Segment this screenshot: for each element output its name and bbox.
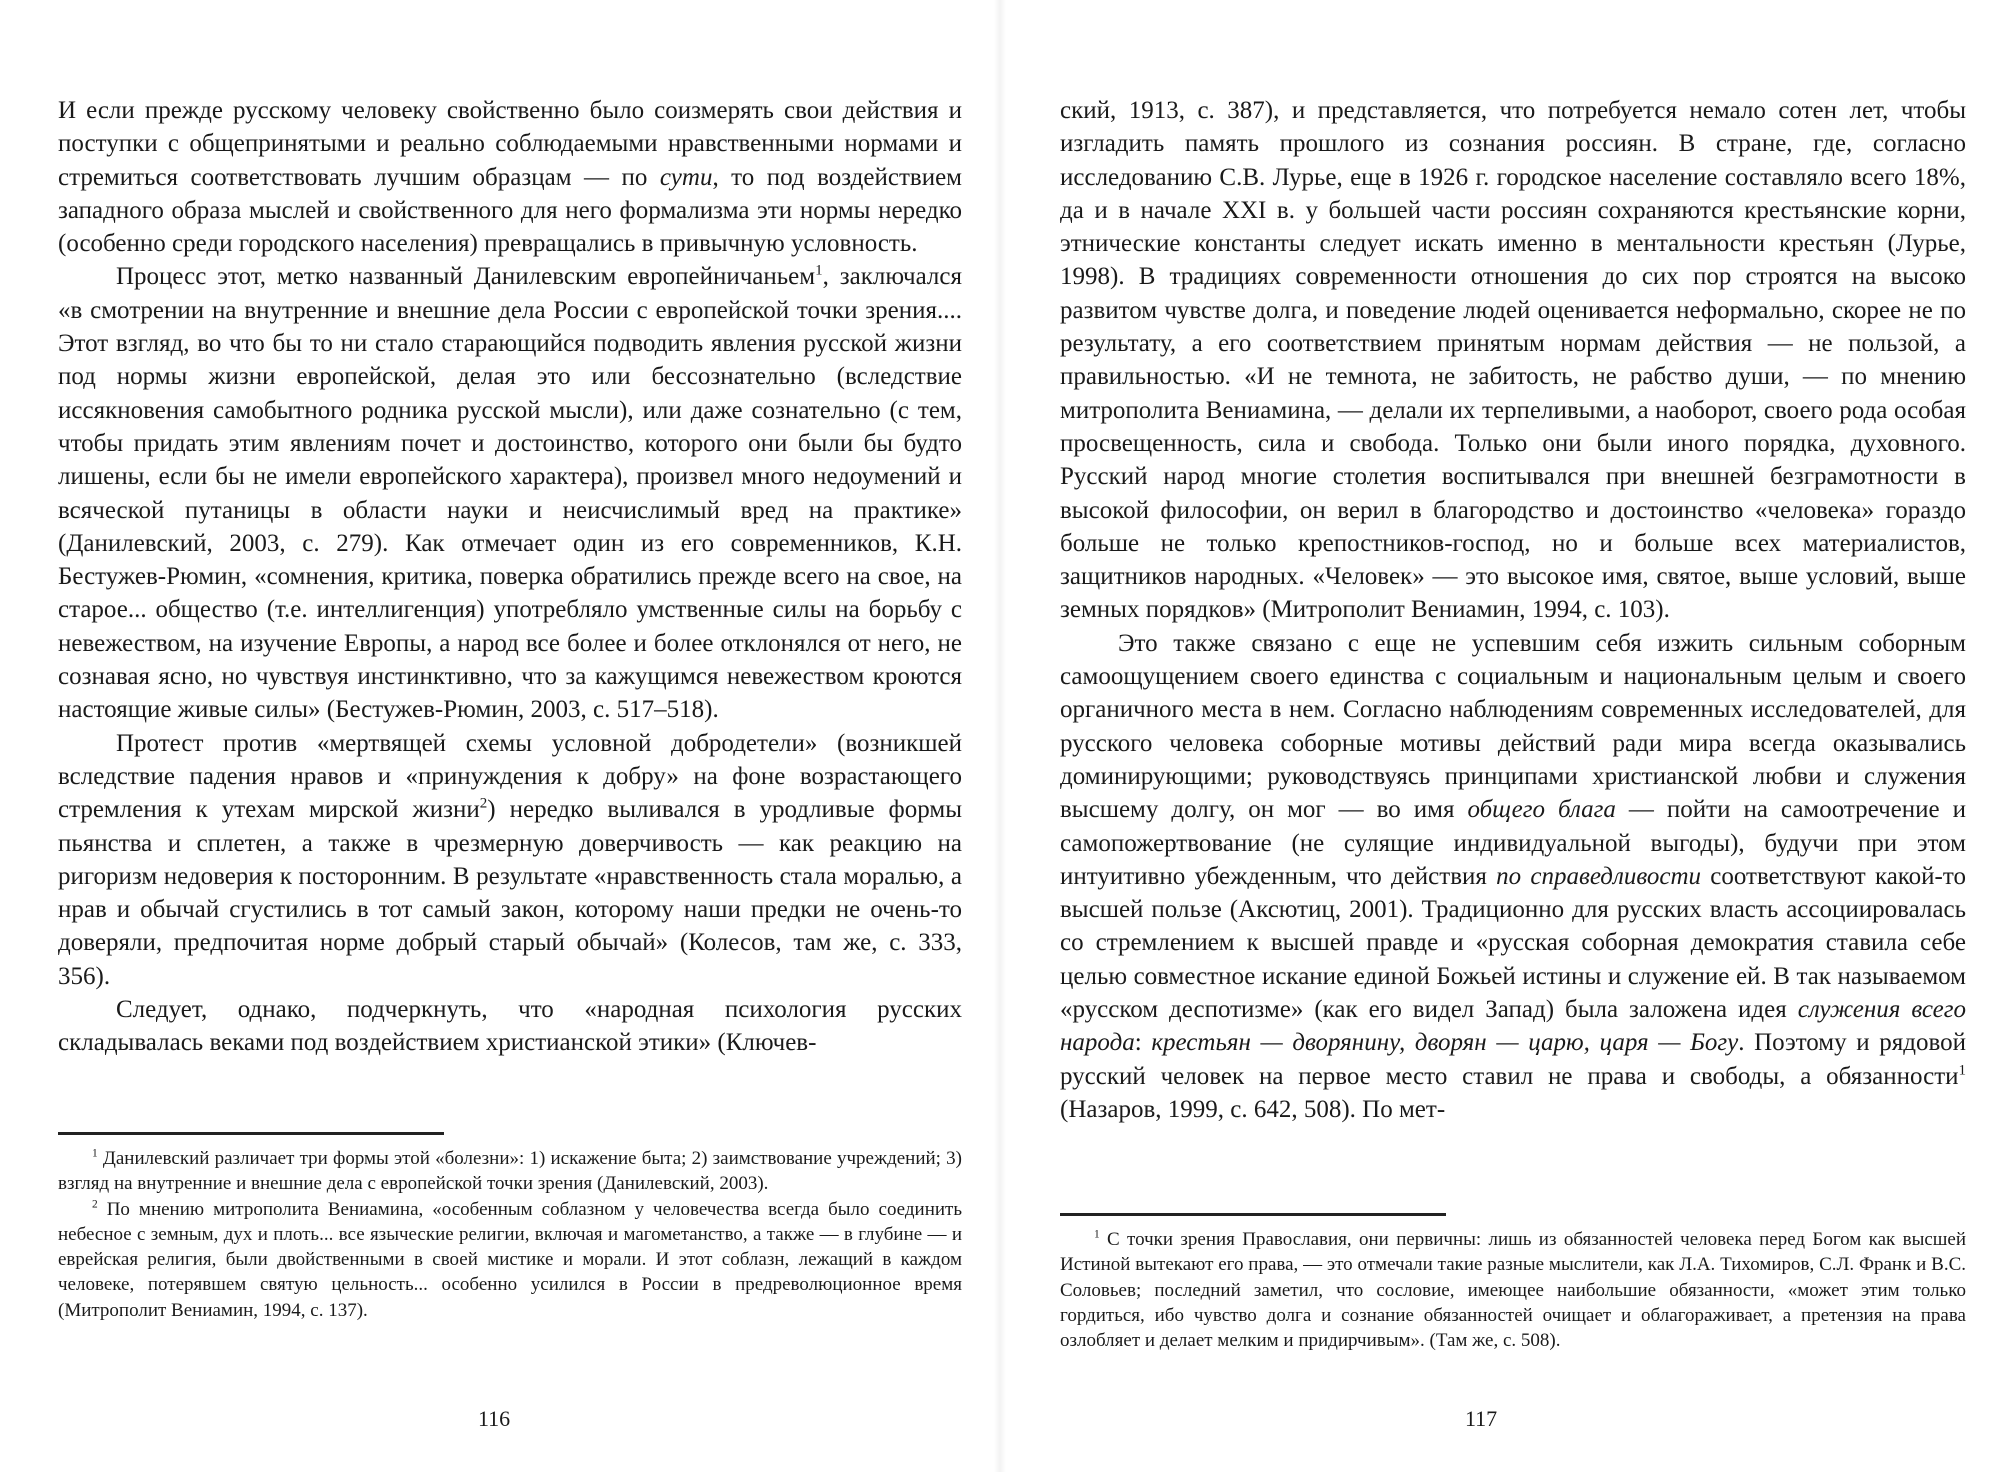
- footnote: [58, 1146, 962, 1197]
- footnote: [1060, 1227, 1966, 1353]
- left-page-body: [58, 94, 962, 1060]
- italic-emphasis: служения всего народа: [1060, 996, 1966, 1057]
- paragraph: [1060, 627, 1966, 1126]
- footnote-marker: 1: [815, 263, 823, 280]
- footnote-marker: 1: [92, 1147, 98, 1160]
- text-run: ский, 1913, с. 387), и представляется, что потребуется немало сотен лет, чтобы изгладить память прошлого из сознания россиян. В стране, где, согласно исследованию С.В. Лурье, еще в 1926 г. городское население составляло всего 18%, да и в начале XXI в. у большей части россиян сохраняются крестьянские корни, этнические константы следует искать именно в ментальности крестьян (Лурье, 1998). В традициях современности отношения до сих пор строятся на высоко развитом чувстве долга, и поведение людей оценивается неформально, скорее не по результату, а его соответствием принятым нормам действия — не пользой, а правильностью. «И не темнота, не забитость, не рабство души, — по мнению митрополита Вениамина, — делали их терпеливыми, а наоборот, своего рода особая просвещенность, сила и свобода. Только они были иного порядка, духовного. Русский народ многие столетия воспитывался при внешней безграмотности в высокой философии, он верил в благородство и достоинство «человека» гораздо больше не только крепостников-господ, но и больше всех материалистов, защитников народных. «Человек» — это высокое имя, святое, выше условий, выше земных порядков» (Митрополит Вениамин, 1994, с. 103).: [1060, 97, 1966, 624]
- text-run: :: [1134, 1029, 1152, 1057]
- paragraph: [58, 94, 962, 260]
- text-run: — пойти на самоотречение и самопожертвование (не сулящие индивидуальной выгоды), будучи при этом интуитивно убежденным, что действия: [1060, 796, 1967, 890]
- italic-emphasis: общего блага: [1467, 796, 1616, 824]
- right-page-footnotes: [1060, 1227, 1966, 1353]
- right-page: [1000, 0, 2000, 1472]
- paragraph: [58, 993, 962, 1060]
- page-number: 117: [1465, 1406, 1498, 1431]
- footnote-marker: 2: [92, 1198, 98, 1211]
- footnote-rule: [58, 1132, 444, 1135]
- page-number: 116: [478, 1406, 511, 1431]
- text-run: С точки зрения Православия, они первичны: лишь из обязанностей человека перед Богом как высшей Истиной вытекают его права, — это отмечали такие разные мыслители, как Л.А. Тихомиров, С.Л. Франк и В.С. Соловьев; последний заметил, что сословие, имеющее наибольшие обязанности, «может этим только гордиться, ибо чувство долга и сознание обязанностей очищает и облагораживает, а претензия на права озлобляет и делает мелким и придирчивым». (Там же, с. 508).: [1060, 1229, 1966, 1352]
- footnote-marker: 2: [479, 795, 488, 812]
- text-run: Процесс этот, метко названный Данилевским европейничаньем: [116, 263, 816, 291]
- text-run: . Поэтому и рядовой русский человек на первое место ставил не права и свободы, а обязанности: [1060, 1029, 1967, 1090]
- italic-emphasis: по справедливости: [1496, 862, 1702, 890]
- footnote: [58, 1197, 962, 1323]
- footnote-marker: 1: [1094, 1228, 1100, 1241]
- text-run: Следует, однако, подчеркнуть, что «народная психология русских складывалась веками под воздействием христианской этики» (Ключев-: [58, 996, 962, 1057]
- right-page-body: [1060, 94, 1966, 1126]
- text-run: По мнению митрополита Вениамина, «особенным соблазном у человечества всегда было соединить небесное с земным, дух и плоть... все языческие религии, включая и магометанство, а также — в глубине — и еврейская религия, были двойственными в своей мистике и морали. И этот соблазн, лежащий в каждом человеке, потерявшем святую цельность... особенно усилился в России в предреволюционное время (Митрополит Вениамин, 1994, с. 137).: [58, 1198, 962, 1321]
- text-run: (Назаров, 1999, с. 642, 508). По мет-: [1060, 1095, 1446, 1123]
- paragraph: [1060, 94, 1966, 627]
- text-run: Это также связано с еще не успевшим себя изжить сильным соборным самоощущением своего единства с социальным и национальным целым и своего органичного места в нем. Согласно наблюдениям современных исследователей, для русского человека соборные мотивы действий ради мира всегда оказывались доминирующими; руководствуясь принципами христианской любви и служения высшему долгу, он мог — во имя: [1060, 629, 1966, 824]
- text-run: , то под воздействием западного образа мыслей и свойственного для него формализма эти нормы нередко (особенно среди городского населения) превращались в привычную условность.: [58, 163, 962, 258]
- paragraph: [58, 727, 962, 993]
- text-run: , заключался «в смотрении на внутренние и внешние дела России с европейской точки зрения.... Этот взгляд, во что бы то ни стало старающийся подводить явления русской жизни под нормы жизни европейской, делая это или бессознательно (вследствие иссякновения самобытного родника русской мысли), или даже сознательно (с тем, чтобы придать этим явлениям почет и достоинство, которого они были бы будто лишены, если бы не имели европейского характера), произвел много недоумений и всяческой путаницы в области науки и неисчислимый вред на практике» (Данилевский, 2003, с. 279). Как отмечает один из его современников, К.Н. Бестужев-Рюмин, «сомнения, критика, поверка обратились прежде всего на свое, на старое... общество (т.е. интеллигенция) употребляло умственные силы на борьбу с невежеством, на изучение Европы, а народ все более и более отклонялся от него, не сознавая ясно, но чувствуя инстинктивно, что за кажущимся невежеством кроются настоящие живые силы» (Бестужев-Рюмин, 2003, с. 517–518).: [58, 263, 963, 724]
- left-page-footnotes: [58, 1146, 962, 1323]
- text-run: Протест против «мертвящей схемы условной добродетели» (возникшей вследствие падения нравов и «принуждения к добру» на фоне возрастающего стремления к утехам мирской жизни: [58, 729, 962, 824]
- text-run: ) нередко выливался в уродливые формы пьянства и сплетен, а также в чрезмерную доверчивость — как реакцию на ригоризм недоверия к посторонним. В результате «нравственность стала моралью, а нрав и обычай сгустились в тот самый закон, которому наши предки не очень-то доверяли, предпочитая норме добрый старый обычай» (Колесов, там же, с. 333, 356).: [58, 796, 962, 990]
- text-run: соответствуют какой-то высшей пользе (Аксютиц, 2001). Традиционно для русских власть ассоциировалась со стремлением к высшей правде и «русская соборная демократия ставила себе целью совместное искание единой Божьей истины и служение ей. В так называемом «русском деспотизме» (как его видел Запад) была заложена идея: [1060, 862, 1966, 1024]
- paragraph: [58, 260, 962, 726]
- text-run: Данилевский различает три формы этой «болезни»: 1) искажение быта; 2) заимствование учреждений; 3) взгляд на внутренние и внешние дела с европейской точки зрения (Данилевский, 2003).: [58, 1148, 962, 1195]
- text-run: И если прежде русскому человеку свойственно было соизмерять свои действия и поступки с общепринятыми и реально соблюдаемыми нравственными нормами и стремиться соответствовать лучшим образцам — по: [58, 97, 962, 191]
- italic-emphasis: крестьян — дворянину, дворян — царю, царя — Богу: [1151, 1029, 1739, 1057]
- footnote-marker: 1: [1958, 1062, 1966, 1079]
- italic-emphasis: сути: [659, 163, 713, 191]
- footnote-rule: [1060, 1213, 1446, 1216]
